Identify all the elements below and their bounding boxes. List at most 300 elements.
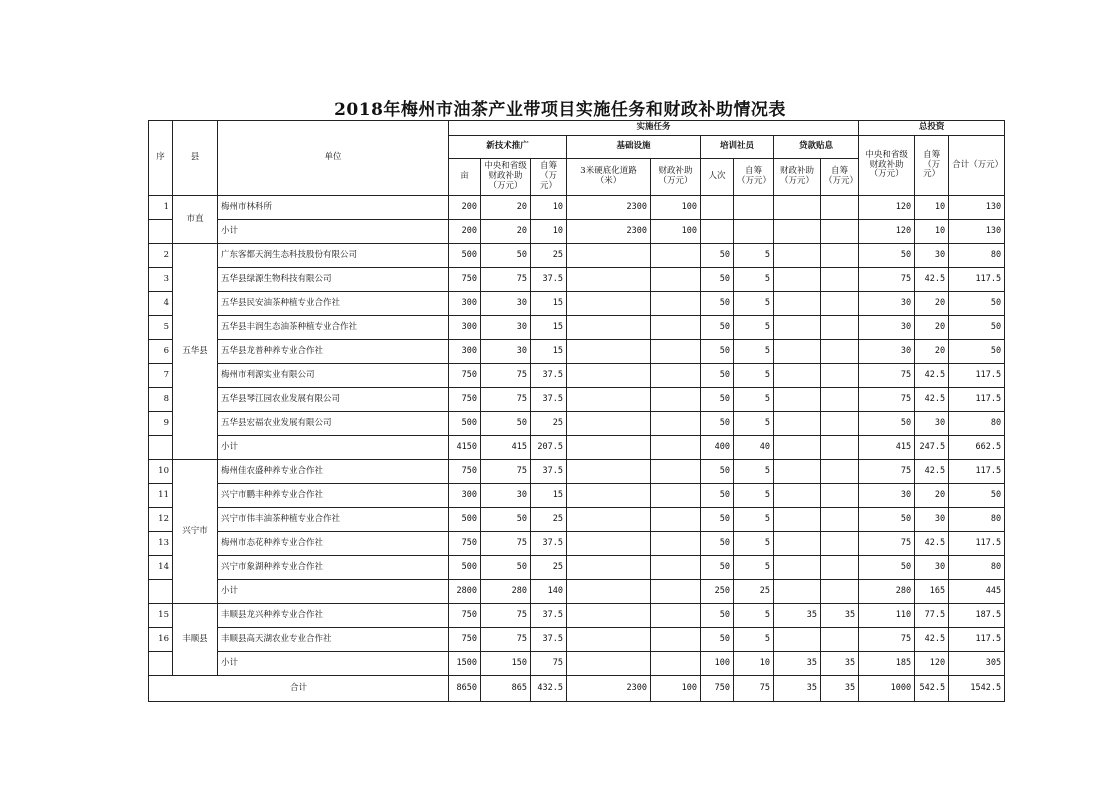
table-header bbox=[149, 121, 1005, 196]
value-cell: 37.5 bbox=[531, 268, 567, 292]
value-cell: 25 bbox=[531, 508, 567, 532]
subtotal-row bbox=[149, 652, 1005, 676]
value-cell: 37.5 bbox=[531, 604, 567, 628]
value-cell: 75 bbox=[481, 532, 531, 556]
value-cell: 15 bbox=[531, 340, 567, 364]
total-value-cell: 750 bbox=[701, 676, 734, 702]
value-cell: 5 bbox=[734, 532, 774, 556]
header-inv-central: 中央和省级财政补助（万元） bbox=[859, 136, 915, 196]
value-cell: 20 bbox=[915, 292, 949, 316]
value-cell bbox=[774, 268, 821, 292]
row-seq: 3 bbox=[149, 268, 173, 292]
value-cell: 50 bbox=[949, 316, 1005, 340]
table-row bbox=[149, 388, 1005, 412]
subtotal-row bbox=[149, 580, 1005, 604]
value-cell: 5 bbox=[734, 268, 774, 292]
value-cell: 415 bbox=[859, 436, 915, 460]
header-infrastructure: 基础设施 bbox=[567, 136, 701, 159]
value-cell: 30 bbox=[915, 508, 949, 532]
value-cell bbox=[821, 412, 859, 436]
value-cell: 50 bbox=[701, 340, 734, 364]
value-cell bbox=[821, 268, 859, 292]
unit-cell: 五华县丰润生态油茶种植专业合作社 bbox=[218, 316, 449, 340]
value-cell bbox=[651, 532, 701, 556]
value-cell: 1500 bbox=[449, 652, 481, 676]
value-cell: 50 bbox=[481, 244, 531, 268]
value-cell: 50 bbox=[701, 532, 734, 556]
value-cell: 75 bbox=[481, 268, 531, 292]
value-cell: 30 bbox=[481, 340, 531, 364]
value-cell: 117.5 bbox=[949, 364, 1005, 388]
value-cell: 10 bbox=[734, 652, 774, 676]
row-seq: 2 bbox=[149, 244, 173, 268]
row-seq: 11 bbox=[149, 484, 173, 508]
value-cell bbox=[651, 628, 701, 652]
total-value-cell: 1000 bbox=[859, 676, 915, 702]
value-cell: 30 bbox=[859, 484, 915, 508]
county-cell: 市直 bbox=[173, 196, 218, 244]
value-cell: 37.5 bbox=[531, 460, 567, 484]
value-cell: 50 bbox=[949, 340, 1005, 364]
value-cell: 80 bbox=[949, 244, 1005, 268]
row-seq: 14 bbox=[149, 556, 173, 580]
subtotal-row bbox=[149, 220, 1005, 244]
total-value-cell: 1542.5 bbox=[949, 676, 1005, 702]
unit-cell: 梅州佳农盛种养专业合作社 bbox=[218, 460, 449, 484]
value-cell bbox=[567, 628, 651, 652]
document-title: 2018年梅州市油茶产业带项目实施任务和财政补助情况表 bbox=[334, 100, 786, 120]
unit-cell: 小计 bbox=[218, 220, 449, 244]
value-cell: 25 bbox=[531, 556, 567, 580]
value-cell: 37.5 bbox=[531, 628, 567, 652]
value-cell: 30 bbox=[915, 556, 949, 580]
table-row bbox=[149, 508, 1005, 532]
value-cell: 75 bbox=[481, 388, 531, 412]
value-cell bbox=[774, 460, 821, 484]
value-cell: 15 bbox=[531, 484, 567, 508]
total-value-cell: 35 bbox=[821, 676, 859, 702]
value-cell: 80 bbox=[949, 556, 1005, 580]
value-cell bbox=[821, 292, 859, 316]
value-cell bbox=[651, 652, 701, 676]
value-cell: 750 bbox=[449, 604, 481, 628]
header-loan-subsidy: 财政补助（万元） bbox=[774, 159, 821, 196]
value-cell: 35 bbox=[821, 604, 859, 628]
value-cell bbox=[774, 364, 821, 388]
value-cell: 42.5 bbox=[915, 388, 949, 412]
header-central-subsidy: 中央和省级财政补助（万元） bbox=[481, 159, 531, 196]
value-cell: 120 bbox=[859, 196, 915, 220]
value-cell: 42.5 bbox=[915, 532, 949, 556]
value-cell bbox=[821, 508, 859, 532]
project-table bbox=[148, 120, 1005, 702]
value-cell bbox=[567, 532, 651, 556]
value-cell: 75 bbox=[859, 628, 915, 652]
value-cell: 10 bbox=[915, 220, 949, 244]
value-cell bbox=[774, 556, 821, 580]
value-cell: 300 bbox=[449, 316, 481, 340]
header-tasks: 实施任务 bbox=[449, 121, 859, 136]
value-cell: 40 bbox=[734, 436, 774, 460]
value-cell: 5 bbox=[734, 340, 774, 364]
value-cell bbox=[651, 316, 701, 340]
table-row bbox=[149, 292, 1005, 316]
value-cell bbox=[567, 604, 651, 628]
header-unit: 单位 bbox=[218, 121, 449, 196]
unit-cell: 梅州市利源实业有限公司 bbox=[218, 364, 449, 388]
value-cell: 2300 bbox=[567, 196, 651, 220]
header-road: 3米硬底化道路（米） bbox=[567, 159, 651, 196]
unit-cell: 梅州市态花种养专业合作社 bbox=[218, 532, 449, 556]
value-cell bbox=[651, 508, 701, 532]
value-cell: 50 bbox=[859, 244, 915, 268]
value-cell: 42.5 bbox=[915, 364, 949, 388]
value-cell: 5 bbox=[734, 628, 774, 652]
table-row bbox=[149, 556, 1005, 580]
value-cell: 20 bbox=[915, 340, 949, 364]
value-cell bbox=[774, 484, 821, 508]
value-cell: 50 bbox=[701, 604, 734, 628]
value-cell bbox=[567, 556, 651, 580]
value-cell: 30 bbox=[915, 412, 949, 436]
county-cell: 兴宁市 bbox=[173, 460, 218, 604]
value-cell: 5 bbox=[734, 292, 774, 316]
value-cell: 50 bbox=[701, 292, 734, 316]
value-cell: 117.5 bbox=[949, 532, 1005, 556]
value-cell: 5 bbox=[734, 316, 774, 340]
value-cell: 20 bbox=[481, 220, 531, 244]
value-cell: 75 bbox=[859, 532, 915, 556]
value-cell: 35 bbox=[821, 652, 859, 676]
value-cell: 50 bbox=[701, 364, 734, 388]
value-cell: 20 bbox=[915, 316, 949, 340]
value-cell: 75 bbox=[481, 604, 531, 628]
value-cell: 120 bbox=[859, 220, 915, 244]
unit-cell: 五华县绿源生物科技有限公司 bbox=[218, 268, 449, 292]
value-cell: 25 bbox=[531, 412, 567, 436]
value-cell bbox=[774, 220, 821, 244]
value-cell: 10 bbox=[531, 220, 567, 244]
row-seq: 12 bbox=[149, 508, 173, 532]
value-cell: 50 bbox=[481, 412, 531, 436]
value-cell bbox=[567, 580, 651, 604]
value-cell bbox=[651, 268, 701, 292]
value-cell: 140 bbox=[531, 580, 567, 604]
county-cell: 丰顺县 bbox=[173, 604, 218, 676]
table-row bbox=[149, 244, 1005, 268]
value-cell: 500 bbox=[449, 412, 481, 436]
value-cell bbox=[567, 484, 651, 508]
value-cell: 42.5 bbox=[915, 268, 949, 292]
value-cell: 300 bbox=[449, 292, 481, 316]
value-cell bbox=[651, 580, 701, 604]
value-cell: 2300 bbox=[567, 220, 651, 244]
value-cell: 20 bbox=[481, 196, 531, 220]
unit-cell: 五华县琴江园农业发展有限公司 bbox=[218, 388, 449, 412]
value-cell: 305 bbox=[949, 652, 1005, 676]
header-person-times: 人次 bbox=[701, 159, 734, 196]
value-cell: 207.5 bbox=[531, 436, 567, 460]
value-cell bbox=[774, 388, 821, 412]
value-cell: 5 bbox=[734, 604, 774, 628]
value-cell: 35 bbox=[774, 604, 821, 628]
grand-total-label: 合计 bbox=[149, 676, 449, 702]
row-seq: 9 bbox=[149, 412, 173, 436]
value-cell: 50 bbox=[481, 556, 531, 580]
value-cell bbox=[774, 436, 821, 460]
value-cell: 10 bbox=[915, 196, 949, 220]
value-cell bbox=[567, 508, 651, 532]
value-cell: 37.5 bbox=[531, 364, 567, 388]
value-cell bbox=[567, 388, 651, 412]
value-cell bbox=[774, 196, 821, 220]
value-cell bbox=[821, 388, 859, 412]
value-cell: 75 bbox=[481, 460, 531, 484]
value-cell: 50 bbox=[701, 508, 734, 532]
table-row bbox=[149, 196, 1005, 220]
value-cell: 50 bbox=[701, 412, 734, 436]
unit-cell: 广东客都天润生态科技股份有限公司 bbox=[218, 244, 449, 268]
header-training-self: 自筹（万元） bbox=[734, 159, 774, 196]
table-row bbox=[149, 628, 1005, 652]
value-cell bbox=[651, 388, 701, 412]
value-cell bbox=[567, 340, 651, 364]
value-cell bbox=[651, 364, 701, 388]
value-cell: 200 bbox=[449, 196, 481, 220]
value-cell: 75 bbox=[859, 460, 915, 484]
header-fiscal-subsidy: 财政补助（万元） bbox=[651, 159, 701, 196]
value-cell bbox=[821, 436, 859, 460]
value-cell: 75 bbox=[481, 364, 531, 388]
value-cell bbox=[567, 652, 651, 676]
value-cell: 750 bbox=[449, 268, 481, 292]
value-cell: 5 bbox=[734, 484, 774, 508]
value-cell bbox=[821, 556, 859, 580]
value-cell: 500 bbox=[449, 244, 481, 268]
value-cell: 50 bbox=[701, 244, 734, 268]
value-cell bbox=[774, 316, 821, 340]
value-cell: 80 bbox=[949, 508, 1005, 532]
value-cell: 117.5 bbox=[949, 628, 1005, 652]
value-cell bbox=[651, 556, 701, 580]
value-cell bbox=[821, 532, 859, 556]
unit-cell: 五华县民安油茶种植专业合作社 bbox=[218, 292, 449, 316]
value-cell: 15 bbox=[531, 316, 567, 340]
value-cell: 100 bbox=[701, 652, 734, 676]
value-cell: 130 bbox=[949, 196, 1005, 220]
header-training: 培训社员 bbox=[701, 136, 774, 159]
value-cell bbox=[567, 244, 651, 268]
row-seq: 1 bbox=[149, 196, 173, 220]
value-cell bbox=[567, 292, 651, 316]
value-cell: 165 bbox=[915, 580, 949, 604]
value-cell: 50 bbox=[859, 412, 915, 436]
value-cell: 117.5 bbox=[949, 268, 1005, 292]
value-cell: 25 bbox=[531, 244, 567, 268]
row-seq: 13 bbox=[149, 532, 173, 556]
value-cell: 10 bbox=[531, 196, 567, 220]
value-cell: 50 bbox=[859, 508, 915, 532]
value-cell: 50 bbox=[859, 556, 915, 580]
value-cell: 30 bbox=[859, 340, 915, 364]
value-cell: 50 bbox=[701, 316, 734, 340]
value-cell bbox=[821, 340, 859, 364]
value-cell: 15 bbox=[531, 292, 567, 316]
table-row bbox=[149, 532, 1005, 556]
value-cell: 750 bbox=[449, 628, 481, 652]
value-cell: 5 bbox=[734, 508, 774, 532]
value-cell: 280 bbox=[481, 580, 531, 604]
value-cell: 100 bbox=[651, 196, 701, 220]
value-cell: 120 bbox=[915, 652, 949, 676]
value-cell: 37.5 bbox=[531, 388, 567, 412]
value-cell: 50 bbox=[701, 388, 734, 412]
value-cell bbox=[821, 460, 859, 484]
value-cell: 5 bbox=[734, 364, 774, 388]
value-cell: 4150 bbox=[449, 436, 481, 460]
value-cell: 5 bbox=[734, 556, 774, 580]
value-cell bbox=[701, 196, 734, 220]
value-cell: 30 bbox=[859, 316, 915, 340]
value-cell: 5 bbox=[734, 412, 774, 436]
table-row bbox=[149, 484, 1005, 508]
value-cell: 30 bbox=[481, 484, 531, 508]
value-cell: 30 bbox=[481, 292, 531, 316]
value-cell bbox=[734, 196, 774, 220]
value-cell: 500 bbox=[449, 508, 481, 532]
value-cell bbox=[651, 604, 701, 628]
value-cell: 50 bbox=[701, 484, 734, 508]
value-cell: 75 bbox=[859, 388, 915, 412]
value-cell: 750 bbox=[449, 364, 481, 388]
value-cell: 37.5 bbox=[531, 532, 567, 556]
value-cell bbox=[567, 316, 651, 340]
total-value-cell: 75 bbox=[734, 676, 774, 702]
value-cell bbox=[821, 484, 859, 508]
row-seq: 6 bbox=[149, 340, 173, 364]
value-cell: 117.5 bbox=[949, 388, 1005, 412]
value-cell: 300 bbox=[449, 340, 481, 364]
unit-cell: 五华县龙普种养专业合作社 bbox=[218, 340, 449, 364]
row-seq: 4 bbox=[149, 292, 173, 316]
total-value-cell: 2300 bbox=[567, 676, 651, 702]
value-cell bbox=[821, 364, 859, 388]
value-cell bbox=[651, 460, 701, 484]
value-cell: 75 bbox=[859, 268, 915, 292]
value-cell bbox=[651, 292, 701, 316]
value-cell bbox=[651, 412, 701, 436]
value-cell bbox=[701, 220, 734, 244]
value-cell: 30 bbox=[915, 244, 949, 268]
header-loan: 贷款贴息 bbox=[774, 136, 859, 159]
unit-cell: 兴宁市鹏丰种养专业合作社 bbox=[218, 484, 449, 508]
value-cell bbox=[774, 580, 821, 604]
value-cell: 117.5 bbox=[949, 460, 1005, 484]
county-cell: 五华县 bbox=[173, 244, 218, 460]
row-seq: 5 bbox=[149, 316, 173, 340]
total-value-cell: 432.5 bbox=[531, 676, 567, 702]
value-cell: 187.5 bbox=[949, 604, 1005, 628]
header-new-tech: 新技术推广 bbox=[449, 136, 567, 159]
value-cell bbox=[567, 436, 651, 460]
row-seq: 10 bbox=[149, 460, 173, 484]
value-cell bbox=[567, 268, 651, 292]
header-inv-total: 合计（万元） bbox=[949, 136, 1005, 196]
value-cell: 5 bbox=[734, 460, 774, 484]
table-row bbox=[149, 412, 1005, 436]
value-cell bbox=[774, 340, 821, 364]
value-cell: 415 bbox=[481, 436, 531, 460]
unit-cell: 梅州市林科所 bbox=[218, 196, 449, 220]
value-cell: 50 bbox=[701, 268, 734, 292]
value-cell: 50 bbox=[481, 508, 531, 532]
total-value-cell: 100 bbox=[651, 676, 701, 702]
value-cell: 247.5 bbox=[915, 436, 949, 460]
header-loan-self: 自筹（万元） bbox=[821, 159, 859, 196]
value-cell: 50 bbox=[949, 484, 1005, 508]
header-total-investment: 总投资 bbox=[859, 121, 1005, 136]
value-cell: 130 bbox=[949, 220, 1005, 244]
table-body bbox=[149, 196, 1005, 702]
header-inv-self: 自筹（万元） bbox=[915, 136, 949, 196]
header-county: 县 bbox=[173, 121, 218, 196]
value-cell bbox=[774, 412, 821, 436]
value-cell: 150 bbox=[481, 652, 531, 676]
unit-cell: 小计 bbox=[218, 580, 449, 604]
value-cell: 50 bbox=[701, 628, 734, 652]
value-cell: 42.5 bbox=[915, 460, 949, 484]
value-cell: 35 bbox=[774, 652, 821, 676]
grand-total-row bbox=[149, 676, 1005, 702]
value-cell: 750 bbox=[449, 460, 481, 484]
table-row bbox=[149, 316, 1005, 340]
value-cell: 42.5 bbox=[915, 628, 949, 652]
value-cell bbox=[651, 436, 701, 460]
row-seq bbox=[149, 436, 173, 460]
total-value-cell: 865 bbox=[481, 676, 531, 702]
value-cell: 280 bbox=[859, 580, 915, 604]
value-cell: 20 bbox=[915, 484, 949, 508]
unit-cell: 五华县宏福农业发展有限公司 bbox=[218, 412, 449, 436]
table-row bbox=[149, 268, 1005, 292]
value-cell: 25 bbox=[734, 580, 774, 604]
row-seq: 15 bbox=[149, 604, 173, 628]
value-cell: 5 bbox=[734, 388, 774, 412]
value-cell bbox=[821, 628, 859, 652]
value-cell: 2800 bbox=[449, 580, 481, 604]
row-seq: 16 bbox=[149, 628, 173, 652]
value-cell: 750 bbox=[449, 532, 481, 556]
value-cell: 75 bbox=[531, 652, 567, 676]
value-cell: 662.5 bbox=[949, 436, 1005, 460]
value-cell bbox=[567, 412, 651, 436]
value-cell: 30 bbox=[481, 316, 531, 340]
value-cell: 50 bbox=[949, 292, 1005, 316]
row-seq bbox=[149, 220, 173, 244]
value-cell bbox=[567, 364, 651, 388]
value-cell: 50 bbox=[701, 460, 734, 484]
table-row bbox=[149, 364, 1005, 388]
row-seq bbox=[149, 580, 173, 604]
value-cell: 110 bbox=[859, 604, 915, 628]
value-cell: 400 bbox=[701, 436, 734, 460]
value-cell: 250 bbox=[701, 580, 734, 604]
total-value-cell: 542.5 bbox=[915, 676, 949, 702]
header-mu: 亩 bbox=[449, 159, 481, 196]
unit-cell: 兴宁市象湖种养专业合作社 bbox=[218, 556, 449, 580]
total-value-cell: 8650 bbox=[449, 676, 481, 702]
row-seq: 8 bbox=[149, 388, 173, 412]
